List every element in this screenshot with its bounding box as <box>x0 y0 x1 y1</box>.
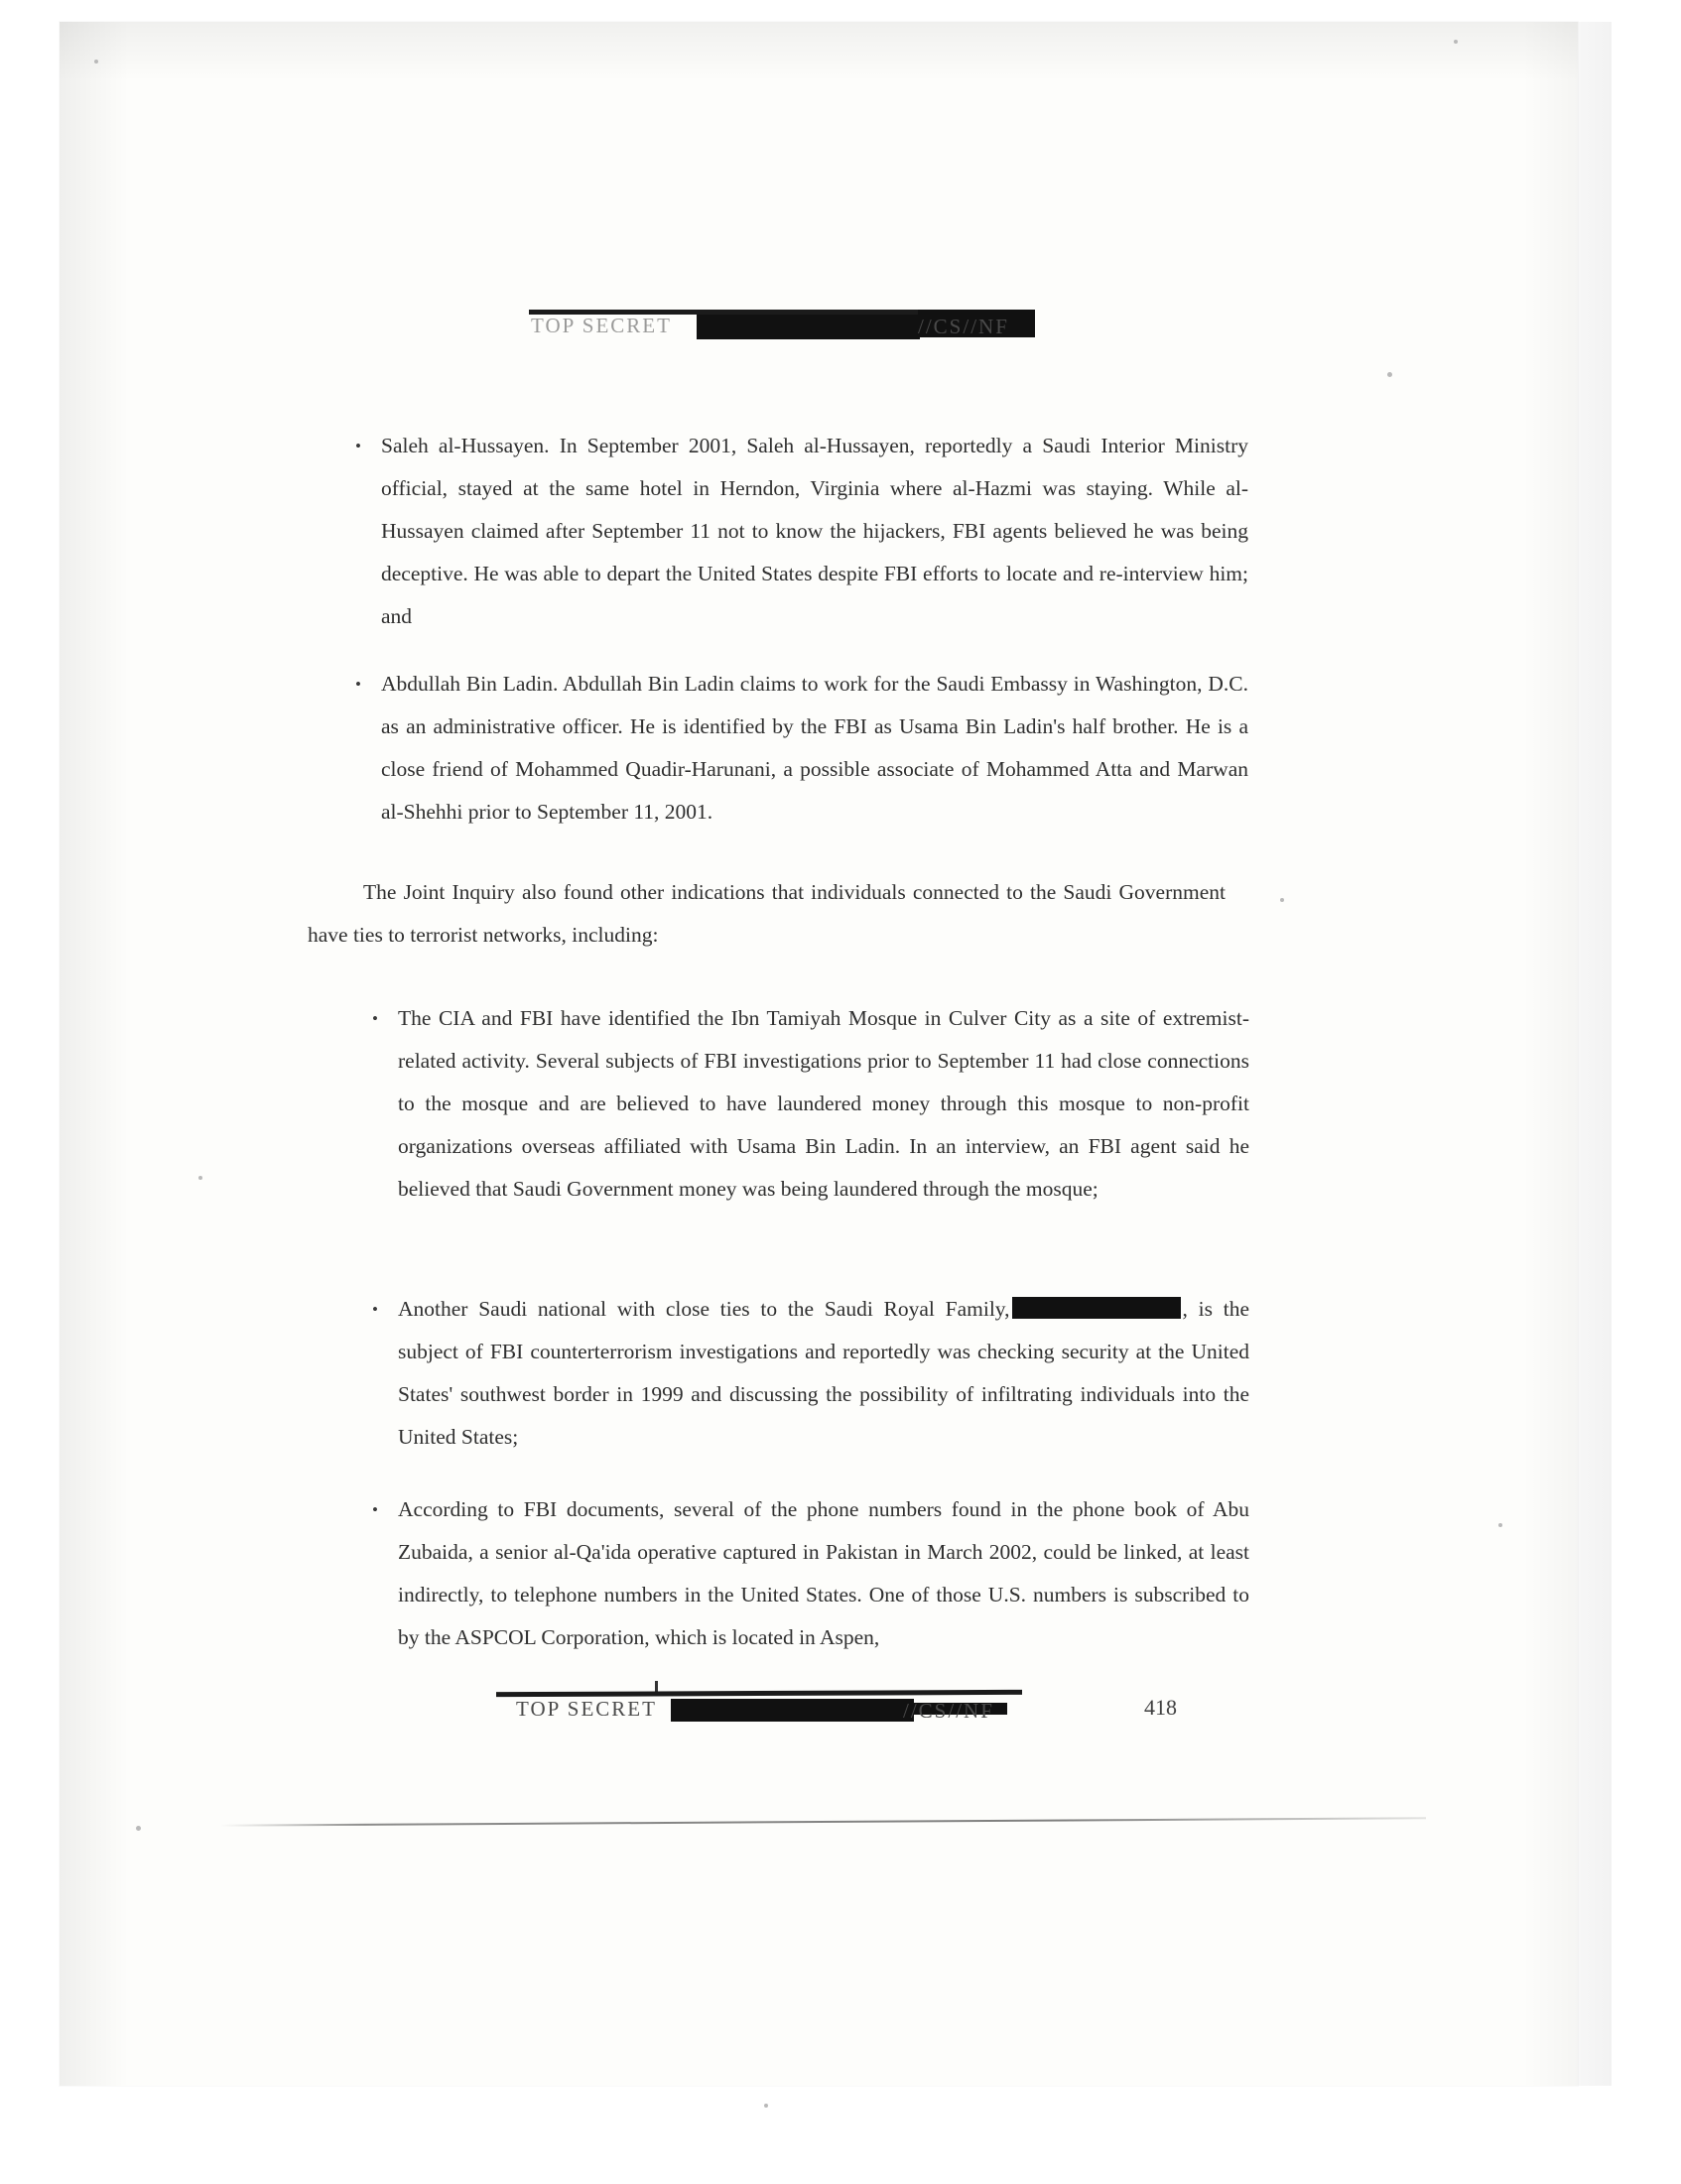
text-after-redaction: , is the subject of FBI counterterrorism investigations and reportedly was checking security at the United States' southwest border in 1999 and discussing the possibility of infiltrating individuals into the United States; <box>398 1297 1250 1449</box>
footer-classification-banner <box>516 1697 657 1722</box>
footer-classification-suffix: //CS//NF <box>903 1699 994 1723</box>
list-item <box>372 1288 1250 1459</box>
page-number: 418 <box>1144 1695 1177 1720</box>
list-item-text: Abdullah Bin Ladin. Abdullah Bin Ladin claims to work for the Saudi Embassy in Washington, D.C. as an administrative officer. He is identified by the FBI as Usama Bin Ladin's half brother. He is a close friend of Mohammed Quadir-Harunani, a possible associate of Mohammed Atta and Marwan al-Shehhi prior to September 11, 2001. <box>381 672 1248 824</box>
header-classification-suffix: //CS//NF <box>918 315 1009 338</box>
footer-redaction-bar <box>671 1699 914 1722</box>
list-item <box>355 663 1248 834</box>
header-classification-banner <box>531 314 672 338</box>
list-item-text: Saleh al-Hussayen. In September 2001, Saleh al-Hussayen, reportedly a Saudi Interior Ministry official, stayed at the same hotel in Herndon, Virginia where al-Hazmi was staying. While al-Hussayen claimed after September 11 not to know the hijackers, FBI agents believed he was being deceptive. He was able to depart the United States despite FBI efforts to locate and re-interview him; and <box>381 434 1248 628</box>
footer-classification-text: TOP SECRET <box>516 1697 657 1721</box>
inline-redaction-bar <box>1012 1297 1181 1319</box>
bullet-marker: • <box>355 437 361 455</box>
lead-paragraph: The Joint Inquiry also found other indications that individuals connected to the Saudi Government have ties to terrorist networks, including: <box>308 880 1226 947</box>
list-item-text-redacted <box>398 1288 1249 1459</box>
header-redaction-bar <box>697 315 920 339</box>
text-before-redaction: Another Saudi national with close ties to the Saudi Royal Family, <box>398 1297 1010 1321</box>
list-item <box>372 997 1250 1211</box>
list-item-text: According to FBI documents, several of the phone numbers found in the phone book of Abu Zubaida, a senior al-Qa'ida operative captured in Pakistan in March 2002, could be linked, at least indirectly, to telephone numbers in the United States. One of those U.S. numbers is subscribed to by the ASPCOL Corporation, which is located in Aspen, <box>398 1497 1249 1649</box>
list-item <box>372 1488 1250 1659</box>
bullet-marker: • <box>372 1500 378 1519</box>
header-classification-text: TOP SECRET <box>531 314 672 337</box>
bullet-marker: • <box>372 1009 378 1028</box>
bullet-marker: • <box>372 1300 378 1319</box>
list-item <box>355 425 1248 638</box>
scan-speckle <box>764 2104 768 2108</box>
bullet-marker: • <box>355 675 361 694</box>
list-item-text: The CIA and FBI have identified the Ibn Tamiyah Mosque in Culver City as a site of extremist-related activity. Several subjects of FBI investigations prior to September 11 had close connections to the mosque and are believed to have laundered money through this mosque to non-profit organizations overseas affiliated with Usama Bin Ladin. In an interview, an FBI agent said he believed that Saudi Government money was being laundered through the mosque; <box>398 1006 1249 1201</box>
